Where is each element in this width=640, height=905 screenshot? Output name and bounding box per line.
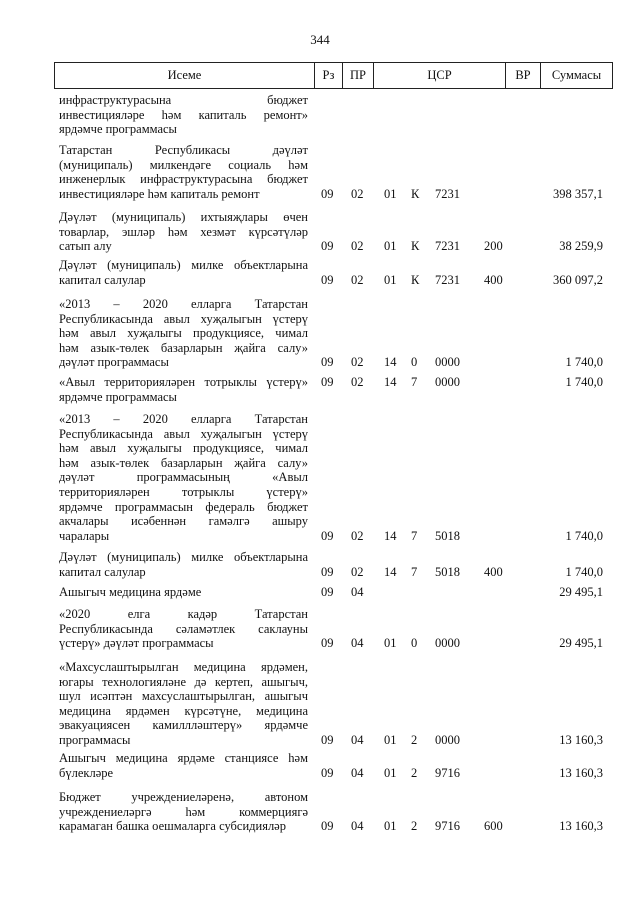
row-values	[54, 187, 611, 202]
row-name-line: үстерү» дәүләт программасы	[59, 636, 214, 651]
cell-csr-part3: 0000	[435, 375, 460, 389]
cell-pr: 02	[351, 528, 364, 543]
row-name-line: һәм азык-төлек базарларын җайга салу»	[59, 455, 308, 470]
cell-pr: 04	[351, 733, 364, 747]
row-name-line: Республикасында авыл хуҗалыгын үстерү	[59, 311, 308, 326]
row-name-line: һәм авыл хуҗалыгы продукциясе, чимал	[59, 326, 308, 341]
cell-csr-part2: 0	[411, 636, 418, 651]
cell-csr-part2: К	[411, 186, 420, 201]
row-name-line: (муниципаль) милкендәге социаль һәм	[59, 157, 308, 172]
row-name-line: «2013 – 2020 елларга Татарстан	[59, 412, 308, 426]
row-name-line: бүлекләре	[59, 765, 114, 780]
row-values	[54, 585, 611, 600]
cell-sum: 360 097,2	[553, 272, 603, 287]
row-name-line: товарлар, эшләр һәм хезмәт күрсәтүләр	[59, 224, 308, 239]
header-name: Исеме	[55, 63, 315, 88]
cell-csr-part2: 7	[411, 564, 418, 579]
cell-vr: 600	[484, 819, 503, 834]
cell-csr-part1: 01	[384, 733, 397, 747]
row-name-line: медицина ярдәмен күрсәтүне, медицина	[59, 703, 308, 718]
cell-rz: 09	[321, 733, 334, 747]
row-name-line: инвестицияләре һәм капиталь ремонт»	[59, 107, 308, 122]
row-name-line: Дәүләт (муниципаль) милке объектларына	[59, 258, 308, 272]
cell-sum: 1 740,0	[565, 355, 603, 370]
cell-csr-part3: 7231	[435, 239, 460, 254]
cell-vr: 400	[484, 564, 503, 579]
cell-sum: 398 357,1	[553, 186, 603, 201]
row-name-line: дәүләт программасы	[59, 355, 169, 370]
cell-pr: 02	[351, 564, 364, 579]
cell-rz: 09	[321, 239, 334, 254]
row-name-line: «2020 елга кадәр Татарстан	[59, 607, 308, 621]
cell-pr: 04	[351, 765, 364, 780]
row-name-line: югары технологияләне дә кертеп, ашыгыч,	[59, 674, 308, 689]
row-name-line: учреждениеләргә һәм коммерциягә	[59, 804, 308, 819]
cell-vr: 200	[484, 239, 503, 254]
row-name-line: Ашыгыч медицина ярдәме	[59, 585, 202, 599]
cell-rz: 09	[321, 585, 334, 599]
cell-pr: 02	[351, 355, 364, 370]
row-name-line: Дәүләт (муниципаль) ихтыяҗлары өчен	[59, 210, 308, 224]
cell-csr-part3: 5018	[435, 564, 460, 579]
cell-csr-part1: 01	[384, 186, 397, 201]
row-name-line: программасы	[59, 732, 131, 747]
row-name-line: чаралары	[59, 528, 110, 543]
row-name-line: «Махсуслаштырылган медицина ярдәмен,	[59, 660, 308, 674]
cell-sum: 13 160,3	[559, 765, 603, 780]
header-vr: ВР	[506, 63, 541, 88]
cell-pr: 02	[351, 186, 364, 201]
row-name-line: Татарстан Республикасы дәүләт	[59, 143, 308, 157]
row-name-line: карамаган башка оешмаларга субсидияләр	[59, 819, 286, 834]
cell-sum: 1 740,0	[565, 564, 603, 579]
cell-pr: 02	[351, 375, 364, 389]
row-values	[54, 122, 611, 137]
row-values	[54, 239, 611, 254]
cell-pr: 02	[351, 272, 364, 287]
cell-sum: 1 740,0	[565, 528, 603, 543]
cell-rz: 09	[321, 186, 334, 201]
cell-csr-part2: 2	[411, 819, 418, 834]
cell-rz: 09	[321, 272, 334, 287]
cell-csr-part2: К	[411, 272, 420, 287]
cell-csr-part1: 01	[384, 636, 397, 651]
row-values	[54, 375, 611, 390]
cell-csr-part3: 7231	[435, 272, 460, 287]
row-name-line: инвестицияләре һәм капиталь ремонт	[59, 186, 260, 201]
row-name-line: эвакуациясен камиллләштерү» ярдәмче	[59, 718, 308, 733]
cell-csr-part2: 0	[411, 355, 418, 370]
row-name-line: дәүләт программасының «Авыл	[59, 470, 308, 485]
cell-pr: 04	[351, 585, 364, 599]
cell-csr-part1: 01	[384, 239, 397, 254]
row-values	[54, 733, 611, 748]
row-name-line: инфраструктурасына бюджет	[59, 93, 308, 107]
row-name-line: ярдәмче программасын федераль бюджет	[59, 499, 308, 514]
cell-rz: 09	[321, 765, 334, 780]
table-header	[54, 62, 613, 89]
cell-vr: 400	[484, 272, 503, 287]
cell-csr-part3: 7231	[435, 186, 460, 201]
cell-csr-part2: 2	[411, 765, 418, 780]
row-values	[54, 273, 611, 288]
cell-csr-part2: 7	[411, 528, 418, 543]
row-name-line: Республикасында авыл хуҗалыгын үстерү	[59, 426, 308, 441]
cell-sum: 29 495,1	[559, 636, 603, 651]
cell-csr-part2: К	[411, 239, 420, 254]
row-values	[54, 766, 611, 781]
cell-sum: 13 160,3	[559, 819, 603, 834]
row-name-line: һәм авыл хуҗалыгы продукциясе, чимал	[59, 441, 308, 456]
row-name-line: акчалары исәбеннән гамәлгә ашыру	[59, 514, 308, 529]
row-name-line: сатып алу	[59, 239, 112, 254]
cell-csr-part1: 14	[384, 375, 397, 389]
cell-csr-part1: 14	[384, 355, 397, 370]
row-name-line: Дәүләт (муниципаль) милке объектларына	[59, 550, 308, 564]
cell-rz: 09	[321, 355, 334, 370]
row-name-line: һәм азык-төлек базарларын җайга салу»	[59, 340, 308, 355]
row-name-line: шул исәптән махсуслаштырылган, ашыгыч	[59, 689, 308, 704]
cell-csr-part1: 01	[384, 765, 397, 780]
cell-csr-part3: 9716	[435, 765, 460, 780]
cell-rz: 09	[321, 375, 334, 389]
cell-csr-part1: 14	[384, 564, 397, 579]
row-name-line: ярдәмче программасы	[59, 389, 177, 404]
row-values	[54, 819, 611, 834]
cell-rz: 09	[321, 819, 334, 834]
cell-rz: 09	[321, 636, 334, 651]
row-name-line: Бюджет учреждениеләренә, автоном	[59, 790, 308, 804]
cell-csr-part1: 01	[384, 819, 397, 834]
page-number: 344	[310, 32, 330, 47]
cell-csr-part1: 14	[384, 528, 397, 543]
row-values	[54, 355, 611, 370]
cell-csr-part3: 9716	[435, 819, 460, 834]
cell-csr-part2: 2	[411, 733, 418, 747]
header-rz: Рз	[315, 63, 343, 88]
row-name-line: Ашыгыч медицина ярдәме станциясе һәм	[59, 751, 308, 765]
row-name-line: инженерлык инфраструктурасына бюджет	[59, 172, 308, 187]
cell-csr-part3: 5018	[435, 528, 460, 543]
row-name-line: ярдәмче программасы	[59, 122, 177, 137]
cell-sum: 1 740,0	[565, 375, 603, 389]
row-name-line: капитал салулар	[59, 272, 146, 287]
cell-csr-part1: 01	[384, 272, 397, 287]
row-values	[54, 529, 611, 544]
header-csr: ЦСР	[374, 63, 506, 88]
cell-csr-part3: 0000	[435, 733, 460, 747]
cell-pr: 04	[351, 636, 364, 651]
header-sum: Суммасы	[551, 68, 602, 82]
row-name-line: «Авыл территорияләрен тотрыклы үстерү»	[59, 375, 308, 389]
cell-sum: 38 259,9	[559, 239, 603, 254]
row-name-line: «2013 – 2020 елларга Татарстан	[59, 297, 308, 311]
cell-rz: 09	[321, 564, 334, 579]
row-values	[54, 636, 611, 651]
cell-sum: 29 495,1	[559, 585, 603, 599]
cell-csr-part3: 0000	[435, 636, 460, 651]
cell-csr-part3: 0000	[435, 355, 460, 370]
cell-pr: 04	[351, 819, 364, 834]
cell-rz: 09	[321, 528, 334, 543]
cell-csr-part2: 7	[411, 375, 418, 389]
row-name-line: Республикасында сәламәтлек саклауны	[59, 621, 308, 636]
cell-pr: 02	[351, 239, 364, 254]
cell-sum: 13 160,3	[559, 733, 603, 747]
row-name-line: территорияләрен тотрыклы үстерү»	[59, 484, 308, 499]
row-values	[54, 565, 611, 580]
header-pr: ПР	[343, 63, 374, 88]
row-name	[59, 412, 308, 543]
row-name-line: капитал салулар	[59, 564, 146, 579]
